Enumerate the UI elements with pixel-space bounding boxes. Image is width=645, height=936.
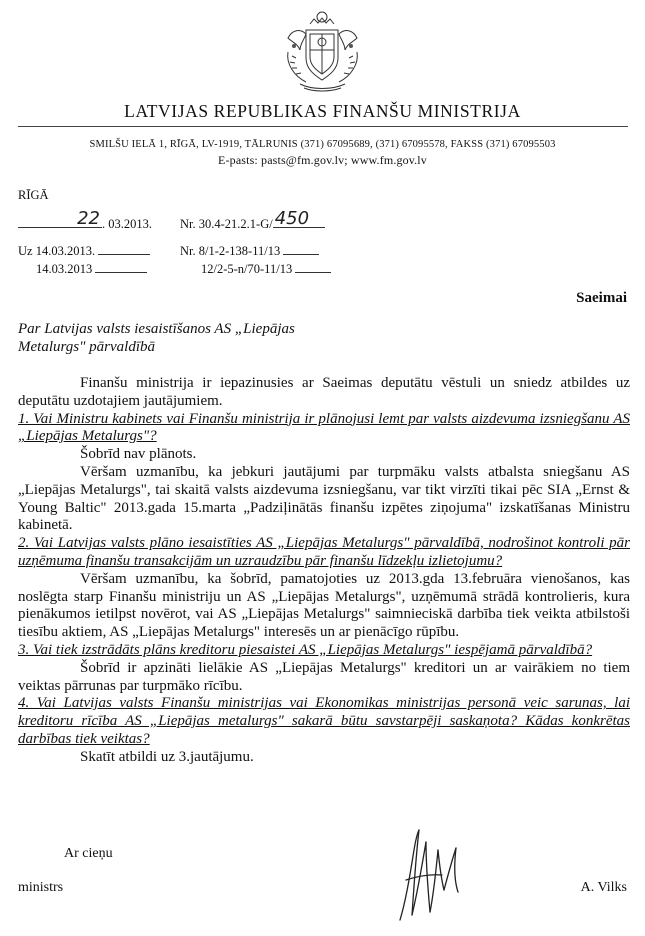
answer-2-paragraph: Vēršam uzmanību, ka šobrīd, pamatojoties uz 2013.gda 13.februāra vienošanos, kas noslēgta starp Finanšu ministriju un AS „Liepājas Metalurgs", uzņēmumā strādā kontrolieris, kura pienākumos ietilpst novērot, vai AS „Liepājas Metalurgs" saimnieciskā darbība tiek veikta atbilstoši tiesību aktiem, AS „Liepājas Metalurgs" interesēs un ar pienācīgo rūpību. [18,570,630,641]
question-1: 1. Vai Ministru kabinets vai Finanšu ministrija ir plānojusi lemt par valsts aizdevuma izsniegšanu AS „Liepājas Metalurgs"? [18,410,630,445]
ref-date-1-text: Uz 14.03.2013. [18,244,96,258]
date-suffix: . 03.2013. [102,217,152,231]
closing-greeting: Ar cieņu [64,846,113,861]
answer-1-paragraph: Vēršam uzmanību, ka jebkuri jautājumi par turpmāku valsts atbalsta sniegšanu AS „Liepājas Metalurgs", tai skaitā valsts aizdevuma izsniegšanu, var tikt virzīti tikai pēc SIA „Ernst & Young Baltic" 2013.gada 15.marta „Padziļinātās finanšu izpētes ziņojuma" izskatīšanas Ministru kabinetā. [18,463,630,534]
answer-4-paragraph: Skatīt atbildi uz 3.jautājumu. [80,748,254,765]
ref-number-1-text: Nr. 8/1-2-138-11/13 [180,244,281,258]
answer-3-paragraph: Šobrīd ir apzināti lielākie AS „Liepājas Metalurgs" kreditori un ar vairākiem no tiem veiktas pārrunas par turpmāko rīcību. [18,659,630,694]
subject-line [18,320,348,356]
signatory-name: A. Vilks [580,880,627,895]
header-divider [18,126,628,127]
number-handwritten: 450 [274,208,310,229]
date-handwritten: 22 [77,208,100,229]
ref-number-2 [201,262,331,277]
ref-number-2-blank [295,272,331,273]
ref-date-1-blank [98,254,150,255]
signatory-title: ministrs [18,880,64,895]
contact-line: E-pasts: pasts@fm.gov.lv; www.fm.gov.lv [218,153,427,167]
letter-body [18,375,630,767]
ref-number-1 [180,244,319,259]
city-label: RĪGĀ [18,188,49,202]
subject-line-1: Par Latvijas valsts iesaistīšanos AS „Liepājas [18,321,295,337]
question-2: 2. Vai Latvijas valsts plāno iesaistīties AS „Liepājas Metalurgs" pārvaldībā, nodrošinot kontroli pār uzņēmuma finanšu transakcijām un uzraudzību pār finanšu līdzekļu izlietojumu? [18,535,630,569]
number-field [180,208,380,232]
ref-date-2-text: 14.03.2013 [36,262,93,276]
ref-date-1 [18,244,150,259]
number-prefix: Nr. 30.4-21.2.1-G/ [180,217,273,231]
subject-line-2: Metalurgs" pārvaldībā [18,339,155,355]
ministry-name-heading: LATVIJAS REPUBLIKAS FINANŠU MINISTRIJA [124,101,521,121]
ref-date-2-blank [95,272,147,273]
question-3: 3. Vai tiek izstrādāts plāns kreditoru piesaistei AS „Liepājas Metalurgs" iespējamā pārvaldībā? [18,641,593,658]
date-field [18,208,158,232]
intro-paragraph: Finanšu ministrija ir iepazinusies ar Saeimas deputātu vēstuli un sniedz atbildes uz deputātu uzdotajiem jautājumiem. [18,375,630,409]
question-4: 4. Vai Latvijas valsts Finanšu ministrijas vai Ekonomikas ministrijas personā veic sarunas, lai kreditoru rīcība AS „Liepājas metalurgs" sakarā būtu savstarpēji saskaņota? Kādas konkrētas darbības tiek veiktas? [18,695,630,747]
handwritten-signature [392,820,472,930]
ref-number-1-blank [283,254,319,255]
ref-number-2-text: 12/2-5-n/70-11/13 [201,262,293,276]
coat-of-arms-emblem [270,8,375,94]
ref-date-2 [36,262,147,277]
addressee: Saeimai [576,290,627,306]
address-line: SMILŠU IELĀ 1, RĪGĀ, LV-1919, TĀLRUNIS (371) 67095689, (371) 67095578, FAKSS (371) 67095503 [89,139,556,150]
answer-1-line-1: Šobrīd nav plānots. [80,446,197,463]
